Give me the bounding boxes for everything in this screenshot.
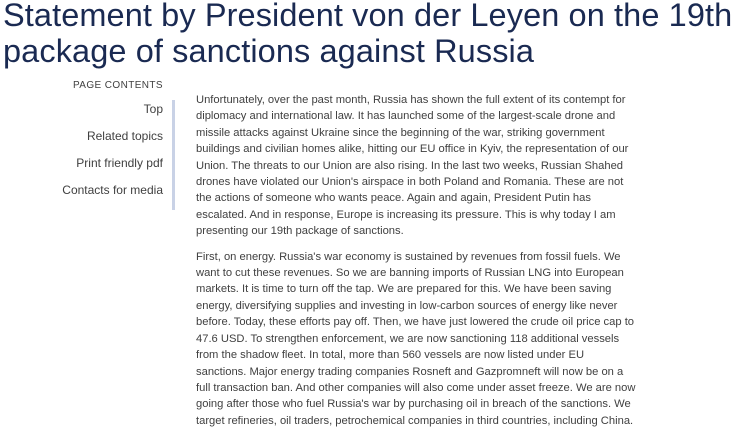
paragraph-intro: Unfortunately, over the past month, Russia has shown the full extent of its contempt for diplomacy and international law. It has launched some of the largest-scale drone and missile attacks against Ukraine since the beginning of the war, striking government buildings and civilian homes alike, hitting our EU office in Kyiv, the representation of our Union. The threats to our Union are also rising. In the last two weeks, Russian Shahed drones have violated our Union's airspace in both Poland and Romania. These are not the actions of someone who wants peace. Again and again, President Putin has escalated. And in response, Europe is increasing its pressure. This is why today I am presenting our 19th package of sanctions. (196, 94, 629, 238)
toc-link-top[interactable]: Top (143, 102, 163, 116)
page-title: Statement by President von der Leyen on the 19th package of sanctions against Russia (3, 0, 733, 69)
page-contents-heading: PAGE CONTENTS (72, 80, 163, 91)
statement-body (196, 92, 636, 430)
paragraph-energy: First, on energy. Russia's war economy is sustained by revenues from fossil fuels. We want to cut these revenues. So we are banning imports of Russian LNG into European markets. It is time to turn off the tap. We are prepared for this. We have been saving energy, diversifying supplies and investing in low-carbon sources of energy like never before. Today, these efforts pay off. Then, we have just lowered the crude oil price cap to 47.6 USD. To strengthen enforcement, we are now sanctioning 118 additional vessels from the shadow fleet. In total, more than 560 vessels are now listed under EU sanctions. Major energy trading companies Rosneft and Gazpromneft will now be on a full transaction ban. And other companies will also come under asset freeze. We are now going after those who fuel Russia's war by purchasing oil in breach of the sanctions. We target refineries, oil traders, petrochemical companies in third countries, including China. (196, 250, 636, 427)
toc-link-print-friendly-pdf[interactable]: Print friendly pdf (76, 156, 163, 170)
toc-indicator-line (172, 100, 175, 210)
toc-link-related-topics[interactable]: Related topics (86, 129, 163, 143)
toc-link-contacts-for-media[interactable]: Contacts for media (62, 183, 163, 197)
page-contents-nav (40, 78, 175, 210)
page-contents-list (40, 100, 175, 210)
